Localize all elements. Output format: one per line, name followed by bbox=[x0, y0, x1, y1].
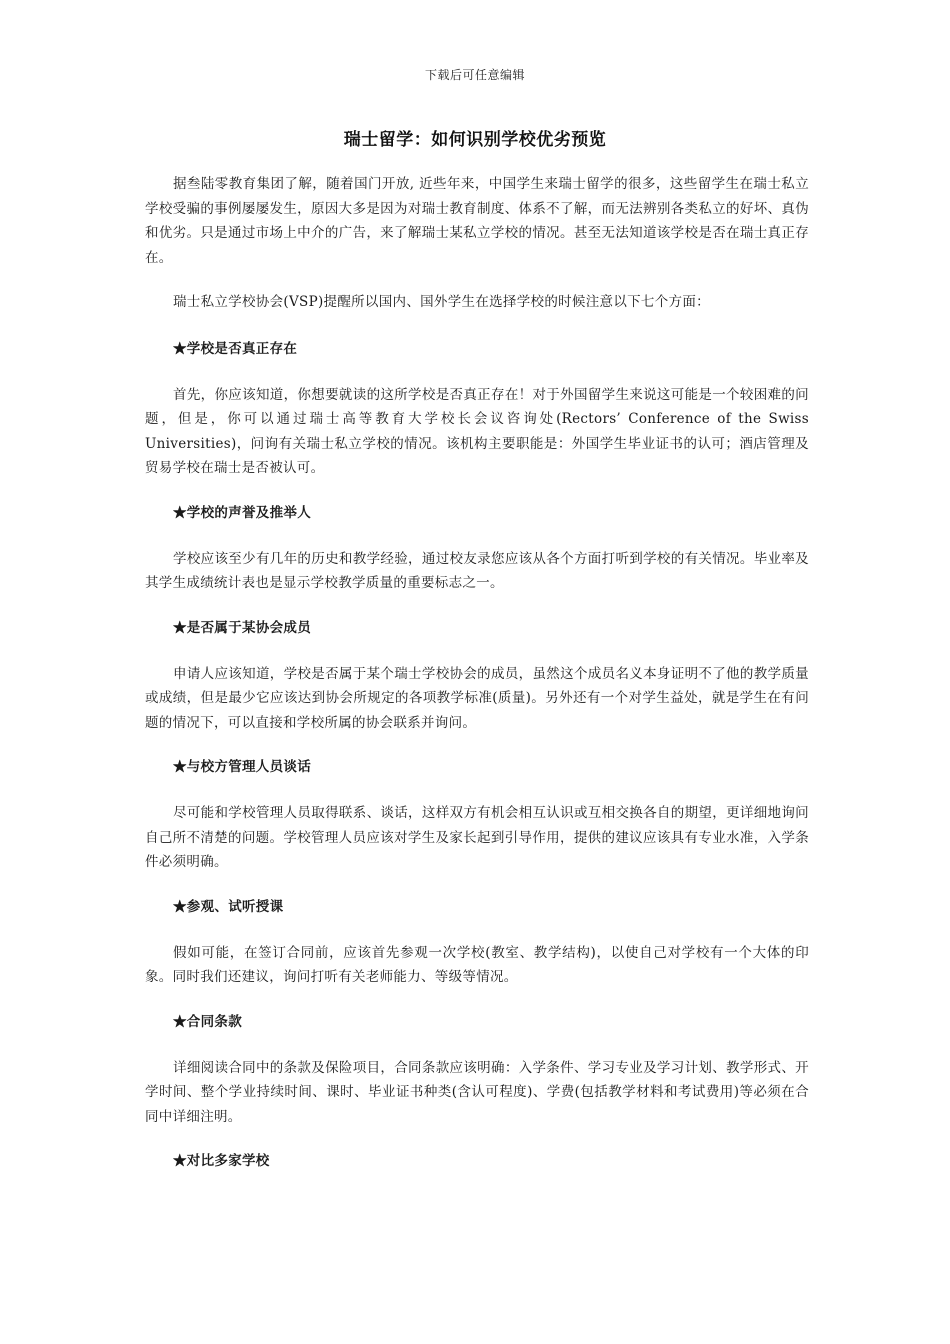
section-body: 尽可能和学校管理人员取得联系、谈话，这样双方有机会相互认识或互相交换各自的期望，更详细地询问自己所不清楚的问题。学校管理人员应该对学生及家长起到引导作用，提供的建议应该具有专业水准，入学条件必须明确。 bbox=[145, 805, 809, 870]
section-heading: ★与校方管理人员谈话 bbox=[173, 759, 311, 775]
intro-paragraph: 瑞士私立学校协会(VSP)提醒所以国内、国外学生在选择学校的时候注意以下七个方面： bbox=[173, 294, 710, 310]
section-heading: ★对比多家学校 bbox=[173, 1153, 270, 1169]
section-heading: ★合同条款 bbox=[173, 1013, 242, 1030]
intro-paragraph: 据叁陆零教育集团了解，随着国门开放, 近些年来，中国学生来瑞士留学的很多，这些留学生在瑞士私立学校受骗的事例屡屡发生，原因大多是因为对瑞士教育制度、体系不了解，而无法辨别各类私立的好坏、真伪和优劣。只是通过市场上中介的广告，来了解瑞士某私立学校的情况。甚至无法知道该学校是否在瑞士真正存在。 bbox=[145, 176, 809, 266]
section-heading: ★学校是否真正存在 bbox=[173, 340, 298, 357]
document-body bbox=[145, 172, 809, 1195]
section-heading: ★学校的声誉及推举人 bbox=[173, 504, 311, 521]
section-body: 首先，你应该知道，你想要就读的这所学校是否真正存在！对于外国留学生来说这可能是一个较困难的问题，但是，你可以通过瑞士高等教育大学校长会议咨询处(Rectors’ Conference of the Swiss Universities)，问询有关瑞士私立学校的情况。该机构主要职能是：外国学生毕业证书的认可；酒店管理及贸易学校在瑞士是否被认可。 bbox=[145, 386, 809, 476]
section-body: 详细阅读合同中的条款及保险项目，合同条款应该明确：入学条件、学习专业及学习计划、教学形式、开学时间、整个学业持续时间、课时、毕业证书种类(含认可程度)、学费(包括教学材料和考试费用)等必须在合同中详细注明。 bbox=[145, 1059, 809, 1125]
section-body: 申请人应该知道，学校是否属于某个瑞士学校协会的成员，虽然这个成员名义本身证明不了他的教学质量或成绩，但是最少它应该达到协会所规定的各项教学标准(质量)。另外还有一个对学生益处，就是学生在有问题的情况下，可以直接和学校所属的协会联系并询问。 bbox=[145, 665, 809, 731]
section-heading: ★参观、试听授课 bbox=[173, 898, 284, 915]
section-body: 假如可能，在签订合同前，应该首先参观一次学校(教室、教学结构)，以使自己对学校有一个大体的印象。同时我们还建议，询问打听有关老师能力、等级等情况。 bbox=[145, 944, 809, 985]
header-note: 下载后可任意编辑 bbox=[424, 68, 525, 82]
section-body: 学校应该至少有几年的历史和教学经验，通过校友录您应该从各个方面打听到学校的有关情况。毕业率及其学生成绩统计表也是显示学校教学质量的重要标志之一。 bbox=[145, 550, 809, 591]
document-title: 瑞士留学：如何识别学校优劣预览 bbox=[343, 130, 607, 150]
section-heading: ★是否属于某协会成员 bbox=[173, 619, 311, 636]
